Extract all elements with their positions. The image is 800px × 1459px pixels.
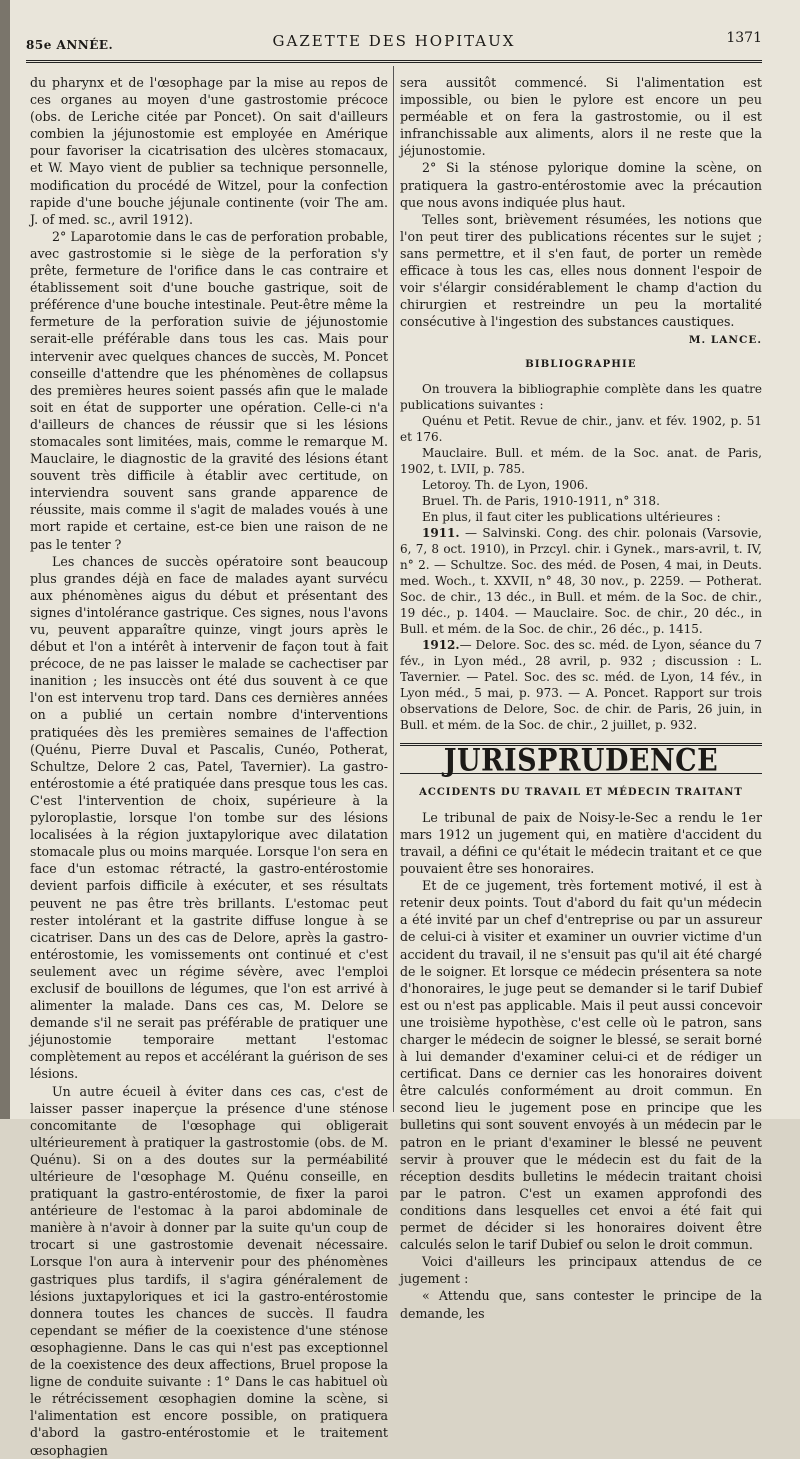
paragraph: « Attendu que, sans contester le principe de la demande, les <box>400 1288 762 1321</box>
paragraph: Les chances de succès opératoire sont beaucoup plus grandes déjà en face de malades ayant survécu aux phénomènes aigus du début et présentant des signes d'intolérance gastrique. Ces signes, nous l'avons vu, peuvent apparaître quinze, vingt jours après le début et l'on a intérêt à intervenir de façon tout à fait précoce, de ne pas laisser le malade se cachectiser par inanition ; les insuccès ont été dus souvent à ce que l'on est intervenu trop tard. Dans ces dernières années on a publié un certain nombre d'interventions pratiquées dès les premières semaines de l'affection (Quénu, Pierre Duval et Pascalis, Cunéo, Potherat, Schultze, Delore 2 cas, Patel, Tavernier). La gastro-entérostomie a été pratiquée dans presque tous les cas. C'est l'intervention de choix, supérieure à la pyloroplastie, lorsque l'on tombe sur des lésions localisées à la région juxtapylorique avec dilatation stomacale plus ou moins marquée. Lorsque l'on sera en face d'un estomac rétracté, la gastro-entérostomie devient parfois difficile à exécuter, et ses résultats peuvent ne pas être très brillants. L'estomac peut rester intolérant et la gastrite diffuse longue à se cicatriser. Dans un des cas de Delore, après la gastro-entérostomie, les vomissements ont continué et c'est seulement avec un régime sévère, avec l'emploi exclusif de bouillons de légumes, que l'on est arrivé à alimenter la malade. Dans ces cas, M. Delore se demande s'il ne serait pas préférable de pratiquer une jéjunostomie temporaire mettant l'estomac complètement au repos et accélérant la guérison de ses lésions. <box>30 553 388 1082</box>
page-header <box>26 26 762 60</box>
page-binding-edge <box>0 0 10 1119</box>
paragraph: 2° Si la sténose pylorique domine la scène, on pratiquera la gastro-entérostomie avec la précaution que nous avons indiquée plus haut. <box>400 160 762 210</box>
paragraph: Voici d'ailleurs les principaux attendus de ce jugement : <box>400 1254 762 1287</box>
section-heading: JURISPRUDENCE <box>443 742 719 778</box>
bibliography-entry: Letoroy. Th. de Lyon, 1906. <box>422 477 589 492</box>
paragraph: Le tribunal de paix de Noisy-le-Sec a rendu le 1er mars 1912 un jugement qui, en matière d'accident du travail, a défini ce qu'était le médecin traitant et ce que pouvaient être ses honoraires. <box>400 809 762 877</box>
article-title: ACCIDENTS DU TRAVAIL ET MÉDECIN TRAITANT <box>419 786 743 798</box>
bibliography-intro: On trouvera la bibliographie complète dans les quatre publications suivantes : <box>400 381 762 412</box>
column-divider <box>393 66 394 1112</box>
page-number: 1371 <box>726 30 762 46</box>
author-signature: M. LANCE. <box>688 334 762 347</box>
bibliography-entry: Mauclaire. Bull. et mém. de la Soc. anat. de Paris, 1902, t. LVII, p. 785. <box>400 445 762 476</box>
paragraph: Telles sont, brièvement résumées, les notions que l'on peut tirer des publications récentes sur le sujet ; sans permettre, et il s'en faut, de porter un remède efficace à tous les cas, elles nous donnent l'espoir de voir s'élargir considérablement le champ d'action du chirurgien et restreindre un peu la mortalité consécutive à l'ingestion des substances caustiques. <box>400 211 762 330</box>
left-column <box>30 74 388 1459</box>
volume-year: 85e ANNÉE. <box>26 38 114 52</box>
header-rule <box>26 60 762 63</box>
bibliography-entry: Quénu et Petit. Revue de chir., janv. et fév. 1902, p. 51 et 176. <box>400 413 762 444</box>
paragraph: Un autre écueil à éviter dans ces cas, c'est de laisser passer inaperçue la présence d'une sténose concomitante de l'œsophage qui obligerait ultérieurement à pratiquer la gastrostomie (obs. de M. Quénu). Si on a des doutes sur la perméabilité ultérieure de l'œsophage M. Quénu conseille, en pratiquant la gastro-entérostomie, de fixer la paroi antérieure de l'estomac à la paroi abdominale de manière à n'avoir à donner par la suite qu'un coup de trocart si une gastrostomie devenait nécessaire. Lorsque l'on aura à intervenir pour des phénomènes gastriques plus tardifs, il s'agira généralement de lésions juxtapyloriques et ici la gastro-entérostomie donnera toutes les chances de succès. Il faudra cependant se méfier de la coexistence d'une sténose œsophagienne. Dans le cas qui n'est pas exceptionnel de la coexistence des deux affections, Bruel propose la ligne de conduite suivante : 1° Dans le cas habituel où le rétrécissement œsophagien domine la scène, si l'alimentation est encore possible, on pratiquera d'abord la gastro-entérostomie et le traitement œsophagien <box>30 1083 388 1458</box>
year-label: 1911. <box>422 525 460 540</box>
year-label: 1912. <box>422 637 460 652</box>
paragraph: 2° Laparotomie dans le cas de perforation probable, avec gastrostomie si le siège de la perforation s'y prête, fermeture de l'orifice dans le cas contraire et établissement soit d'une bouche gastrique, soit de préférence d'une bouche intestinale. Peut-être même la fermeture de la perforation suivie de jéjunostomie serait-elle préférable dans tous les cas. Mais pour intervenir avec quelques chances de succès, M. Poncet conseille d'attendre que les phénomènes de collapsus des premières heures soient passés afin que le malade soit en état de supporter une opération. Celle-ci n'a d'ailleurs de chances de réussir que si les lésions stomacales sont limitées, mais, comme le remarque M. Mauclaire, le diagnostic de la gravité des lésions étant souvent très difficile à établir avec certitude, on interviendra souvent sans grande apparence de réussite, mais comme il s'agit de malades voués à une mort rapide et certaine, est-ce bien une raison de ne pas le tenter ? <box>30 228 388 552</box>
paragraph: du pharynx et de l'œsophage par la mise au repos de ces organes au moyen d'une gastrostomie précoce (obs. de Leriche citée par Poncet). On sait d'ailleurs combien la jéjunostomie est employée en Amérique pour favoriser la cicatrisation des ulcères stomacaux, et W. Mayo vient de publier sa technique personnelle, modification du procédé de Witzel, pour la confection rapide d'une bouche jéjunale continente (voir The am. J. of med. sc., avril 1912). <box>30 75 388 227</box>
bibliography-block <box>400 381 762 733</box>
right-column <box>400 74 762 1322</box>
bibliography-1911 <box>400 525 762 637</box>
bibliography-later-intro: En plus, il faut citer les publications ultérieures : <box>422 509 721 524</box>
paragraph: Et de ce jugement, très fortement motivé, il est à retenir deux points. Tout d'abord du fait qu'un médecin a été invité par un chef d'entreprise ou par un assureur de celui-ci à visiter et examiner un ouvrier victime d'un accident du travail, il ne s'ensuit pas qu'il ait été chargé de le soigner. Et lorsque ce médecin présentera sa note d'honoraires, le juge peut se demander si le tarif Dubief est ou n'est pas applicable. Mais il peut aussi concevoir une troisième hypothèse, c'est celle où le patron, sans charger le médecin de soigner le blessé, se serait borné à lui demander d'examiner celui-ci et de rédiger un certificat. Dans ce dernier cas les honoraires doivent être calculés conformément au droit commun. En second lieu le jugement pose en principe que les bulletins qui sont souvent envoyés à un médecin par le patron en le priant d'examiner le blessé ne peuvent servir à prouver que le médecin est du fait de la réception desdits bulletins le médecin traitant choisi par le patron. C'est un examen approfondi des conditions dans lesquelles cet envoi a été fait qui permet de décider si les honoraires doivent être calculés selon le tarif Dubief ou selon le droit commun. <box>400 878 762 1253</box>
paragraph: sera aussitôt commencé. Si l'alimentation est impossible, ou bien le pylore est encore un peu perméable et on fera la gastrostomie, ou il est infranchissable aux aliments, alors il ne reste que la jéjunostomie. <box>400 75 762 159</box>
bibliography-title: BIBLIOGRAPHIE <box>525 358 637 370</box>
bibliography-1912 <box>400 637 762 733</box>
bibliography-entry: Bruel. Th. de Paris, 1910-1911, n° 318. <box>422 493 660 508</box>
journal-title: GAZETTE DES HOPITAUX <box>272 32 516 50</box>
references-text: — Delore. Soc. des sc. méd. de Lyon, séance du 7 fév., in Lyon méd., 28 avril, p. 932 ; discussion : L. Tavernier. — Patel. Soc. des sc. méd. de Lyon, 14 fév., in Lyon méd., 5 mai, p. 973. — A. Poncet. Rapport sur trois observations de Delore, Soc. de chir. de Paris, 26 juin, in Bull. et mém. de la Soc. de chir., 2 juillet, p. 932. <box>400 637 762 732</box>
references-text: — Salvinski. Cong. des chir. polonais (Varsovie, 6, 7, 8 oct. 1910), in Przcyl. chir. i Gynek., mars-avril, t. IV, n° 2. — Schultze. Soc. des méd. de Posen, 4 mai, in Deuts. med. Woch., t. XXVII, n° 48, 30 nov., p. 2259. — Potherat. Soc. de chir., 13 déc., in Bull. et mém. de la Soc. de chir., 19 déc., p. 1404. — Mauclaire. Soc. de chir., 20 déc., in Bull. et mém. de la Soc. de chir., 26 déc., p. 1415. <box>400 525 762 636</box>
